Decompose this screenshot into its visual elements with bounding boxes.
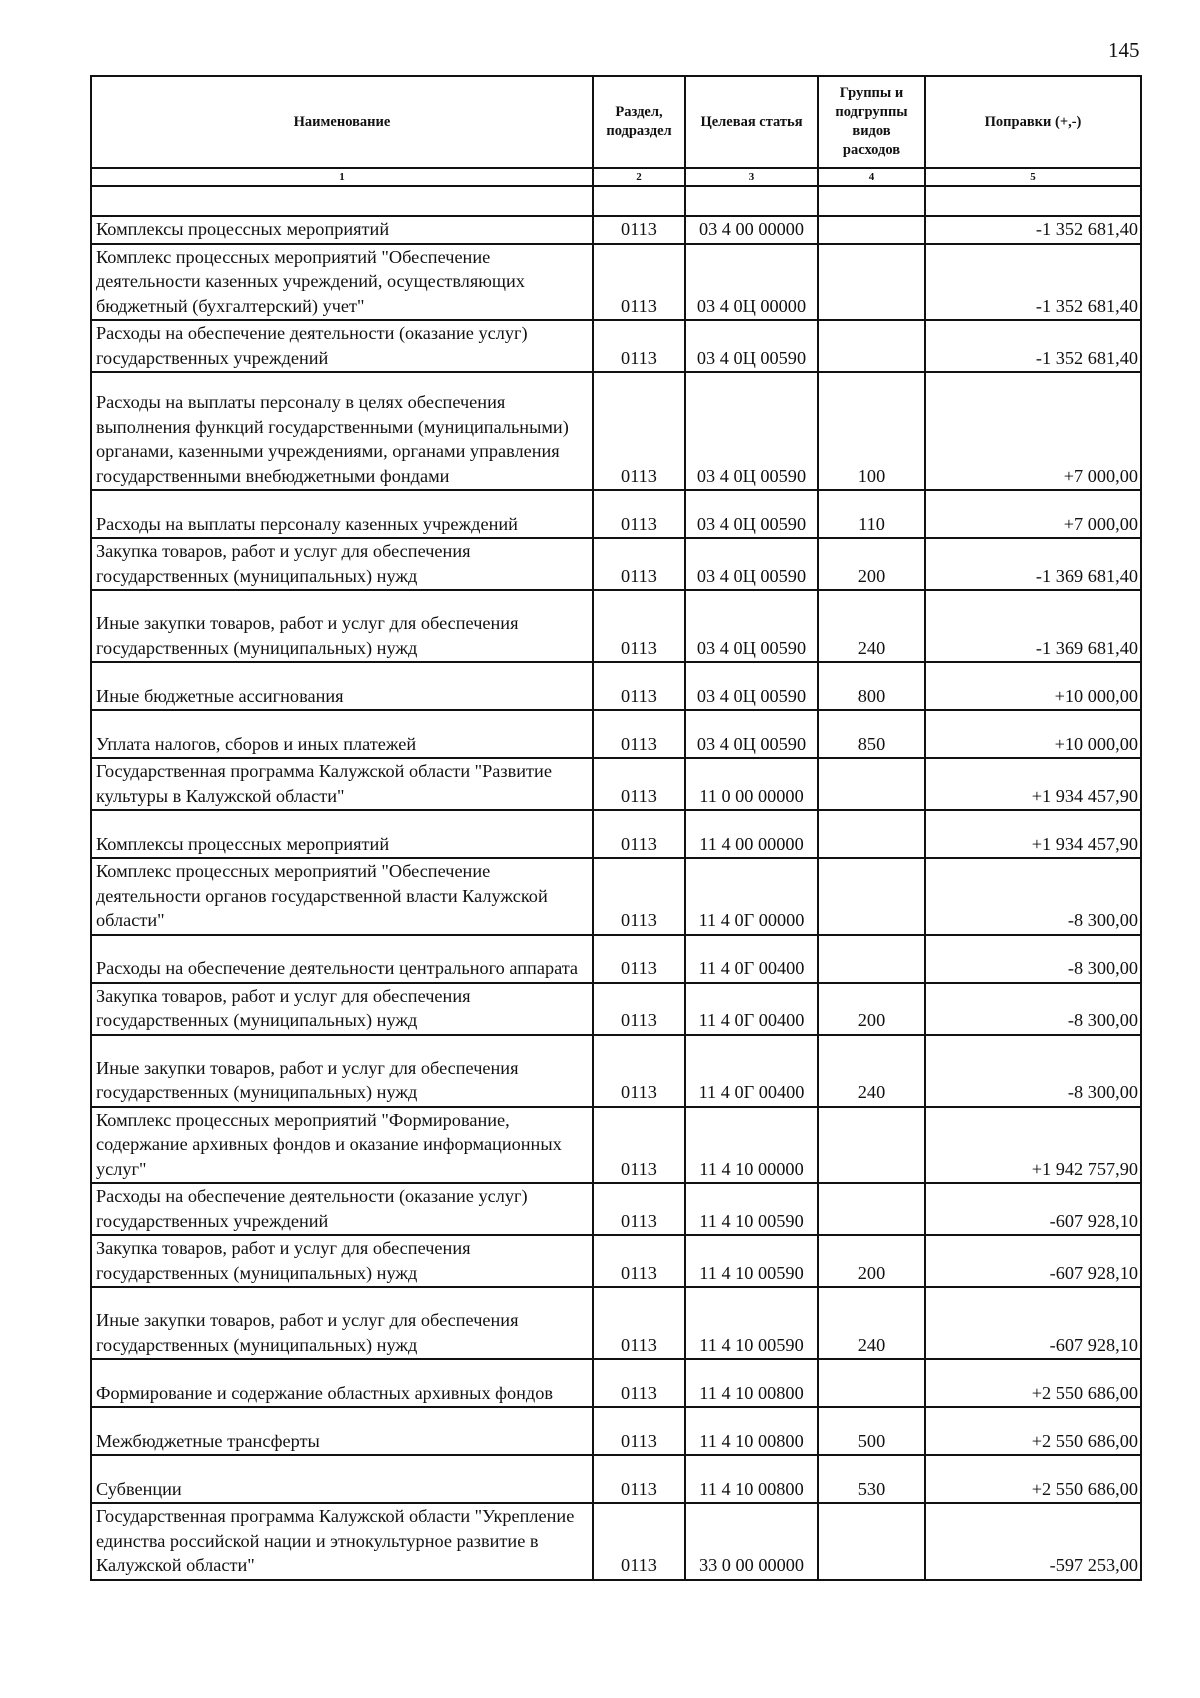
row-target: 11 4 10 00590 xyxy=(685,1235,818,1287)
row-group: 500 xyxy=(818,1407,925,1455)
table-row xyxy=(91,372,1141,490)
row-section: 0113 xyxy=(593,758,685,810)
budget-table xyxy=(90,75,1142,1581)
row-section: 0113 xyxy=(593,538,685,590)
table-row xyxy=(91,590,1141,662)
row-name: Расходы на обеспечение деятельности (оказание услуг) государственных учреждений xyxy=(91,320,593,372)
row-amount: +10 000,00 xyxy=(925,710,1141,758)
row-target: 11 4 0Г 00400 xyxy=(685,935,818,983)
row-name: Комплекс процессных мероприятий "Обеспечение деятельности казенных учреждений, осуществляющих бюджетный (бухгалтерский) учет" xyxy=(91,244,593,321)
row-amount: +7 000,00 xyxy=(925,372,1141,490)
row-section: 0113 xyxy=(593,1407,685,1455)
row-section: 0113 xyxy=(593,1107,685,1184)
row-group: 110 xyxy=(818,490,925,538)
table-row xyxy=(91,216,1141,244)
row-amount: -607 928,10 xyxy=(925,1183,1141,1235)
table-row xyxy=(91,1359,1141,1407)
row-amount: -8 300,00 xyxy=(925,983,1141,1035)
row-section: 0113 xyxy=(593,590,685,662)
row-section: 0113 xyxy=(593,244,685,321)
table-row xyxy=(91,1503,1141,1580)
row-target: 03 4 0Ц 00590 xyxy=(685,710,818,758)
row-target: 11 0 00 00000 xyxy=(685,758,818,810)
row-group xyxy=(818,320,925,372)
row-name: Государственная программа Калужской области "Развитие культуры в Калужской области" xyxy=(91,758,593,810)
row-name: Расходы на выплаты персоналу в целях обеспечения выполнения функций государственными (муниципальными) органами, казенными учреждениями, органами управления государственными внебюджетными фондами xyxy=(91,372,593,490)
spacer-cell xyxy=(818,186,925,216)
row-section: 0113 xyxy=(593,983,685,1035)
row-name: Уплата налогов, сборов и иных платежей xyxy=(91,710,593,758)
table-row xyxy=(91,1035,1141,1107)
row-amount: -8 300,00 xyxy=(925,935,1141,983)
row-section: 0113 xyxy=(593,858,685,935)
row-target: 03 4 0Ц 00590 xyxy=(685,590,818,662)
row-name: Субвенции xyxy=(91,1455,593,1503)
row-target: 03 4 0Ц 00590 xyxy=(685,320,818,372)
row-section: 0113 xyxy=(593,1035,685,1107)
row-section: 0113 xyxy=(593,710,685,758)
column-number: 4 xyxy=(818,168,925,186)
row-target: 11 4 0Г 00400 xyxy=(685,1035,818,1107)
row-section: 0113 xyxy=(593,1235,685,1287)
row-amount: +1 934 457,90 xyxy=(925,810,1141,858)
row-amount: +1 934 457,90 xyxy=(925,758,1141,810)
row-group: 200 xyxy=(818,538,925,590)
row-amount: -1 352 681,40 xyxy=(925,244,1141,321)
table-row xyxy=(91,935,1141,983)
table-row xyxy=(91,1287,1141,1359)
row-name: Закупка товаров, работ и услуг для обеспечения государственных (муниципальных) нужд xyxy=(91,983,593,1035)
row-target: 11 4 10 00800 xyxy=(685,1455,818,1503)
row-target: 03 4 0Ц 00590 xyxy=(685,372,818,490)
row-group: 240 xyxy=(818,1287,925,1359)
row-amount: +2 550 686,00 xyxy=(925,1455,1141,1503)
table-row xyxy=(91,983,1141,1035)
row-target: 11 4 10 00800 xyxy=(685,1407,818,1455)
row-name: Закупка товаров, работ и услуг для обеспечения государственных (муниципальных) нужд xyxy=(91,538,593,590)
table-row xyxy=(91,858,1141,935)
table-row xyxy=(91,244,1141,321)
row-amount: +2 550 686,00 xyxy=(925,1407,1141,1455)
row-name: Иные закупки товаров, работ и услуг для обеспечения государственных (муниципальных) нужд xyxy=(91,1287,593,1359)
row-group: 800 xyxy=(818,662,925,710)
row-section: 0113 xyxy=(593,1455,685,1503)
header-section: Раздел, подраздел xyxy=(593,76,685,168)
table-row xyxy=(91,320,1141,372)
row-section: 0113 xyxy=(593,662,685,710)
row-name: Иные закупки товаров, работ и услуг для обеспечения государственных (муниципальных) нужд xyxy=(91,1035,593,1107)
row-amount: +10 000,00 xyxy=(925,662,1141,710)
row-amount: -1 369 681,40 xyxy=(925,538,1141,590)
table-row xyxy=(91,710,1141,758)
row-group xyxy=(818,1183,925,1235)
row-amount: -1 352 681,40 xyxy=(925,320,1141,372)
header-groups: Группы и подгруппы видов расходов xyxy=(818,76,925,168)
row-name: Расходы на обеспечение деятельности центрального аппарата xyxy=(91,935,593,983)
table-row xyxy=(91,758,1141,810)
row-group xyxy=(818,810,925,858)
row-group: 850 xyxy=(818,710,925,758)
row-section: 0113 xyxy=(593,1183,685,1235)
row-name: Комплексы процессных мероприятий xyxy=(91,810,593,858)
header-target: Целевая статья xyxy=(685,76,818,168)
row-group xyxy=(818,758,925,810)
row-amount: -1 369 681,40 xyxy=(925,590,1141,662)
row-group: 530 xyxy=(818,1455,925,1503)
row-target: 11 4 0Г 00400 xyxy=(685,983,818,1035)
table-row xyxy=(91,1183,1141,1235)
row-target: 11 4 10 00590 xyxy=(685,1287,818,1359)
row-section: 0113 xyxy=(593,372,685,490)
row-section: 0113 xyxy=(593,216,685,244)
table-row xyxy=(91,1455,1141,1503)
row-name: Государственная программа Калужской области "Укрепление единства российской нации и этнокультурное развитие в Калужской области" xyxy=(91,1503,593,1580)
row-group xyxy=(818,1503,925,1580)
row-group: 240 xyxy=(818,590,925,662)
row-group: 200 xyxy=(818,1235,925,1287)
spacer-row xyxy=(91,186,1141,216)
header-row xyxy=(91,76,1141,168)
row-group xyxy=(818,935,925,983)
row-amount: -597 253,00 xyxy=(925,1503,1141,1580)
spacer-cell xyxy=(91,186,593,216)
row-name: Комплекс процессных мероприятий "Формирование, содержание архивных фондов и оказание информационных услуг" xyxy=(91,1107,593,1184)
row-amount: -607 928,10 xyxy=(925,1287,1141,1359)
spacer-cell xyxy=(925,186,1141,216)
column-number: 3 xyxy=(685,168,818,186)
row-name: Расходы на обеспечение деятельности (оказание услуг) государственных учреждений xyxy=(91,1183,593,1235)
row-target: 11 4 10 00800 xyxy=(685,1359,818,1407)
row-name: Межбюджетные трансферты xyxy=(91,1407,593,1455)
table-row xyxy=(91,1235,1141,1287)
row-amount: +2 550 686,00 xyxy=(925,1359,1141,1407)
spacer-cell xyxy=(685,186,818,216)
row-amount: -8 300,00 xyxy=(925,1035,1141,1107)
row-section: 0113 xyxy=(593,1503,685,1580)
row-target: 11 4 10 00590 xyxy=(685,1183,818,1235)
row-name: Иные закупки товаров, работ и услуг для обеспечения государственных (муниципальных) нужд xyxy=(91,590,593,662)
row-section: 0113 xyxy=(593,935,685,983)
row-group xyxy=(818,1359,925,1407)
row-target: 03 4 0Ц 00000 xyxy=(685,244,818,321)
column-number: 2 xyxy=(593,168,685,186)
row-name: Иные бюджетные ассигнования xyxy=(91,662,593,710)
row-group xyxy=(818,244,925,321)
page-number: 145 xyxy=(1108,38,1140,62)
header-name: Наименование xyxy=(91,76,593,168)
row-group xyxy=(818,858,925,935)
table-row xyxy=(91,810,1141,858)
row-target: 03 4 00 00000 xyxy=(685,216,818,244)
row-target: 03 4 0Ц 00590 xyxy=(685,538,818,590)
column-number-row xyxy=(91,168,1141,186)
row-section: 0113 xyxy=(593,320,685,372)
row-target: 03 4 0Ц 00590 xyxy=(685,662,818,710)
row-amount: -1 352 681,40 xyxy=(925,216,1141,244)
row-target: 11 4 10 00000 xyxy=(685,1107,818,1184)
row-amount: +1 942 757,90 xyxy=(925,1107,1141,1184)
row-name: Комплексы процессных мероприятий xyxy=(91,216,593,244)
row-name: Закупка товаров, работ и услуг для обеспечения государственных (муниципальных) нужд xyxy=(91,1235,593,1287)
row-group: 240 xyxy=(818,1035,925,1107)
column-number: 1 xyxy=(91,168,593,186)
row-section: 0113 xyxy=(593,490,685,538)
row-amount: +7 000,00 xyxy=(925,490,1141,538)
row-section: 0113 xyxy=(593,1287,685,1359)
row-target: 03 4 0Ц 00590 xyxy=(685,490,818,538)
row-amount: -8 300,00 xyxy=(925,858,1141,935)
row-group: 200 xyxy=(818,983,925,1035)
row-section: 0113 xyxy=(593,810,685,858)
row-target: 11 4 00 00000 xyxy=(685,810,818,858)
row-target: 33 0 00 00000 xyxy=(685,1503,818,1580)
row-name: Комплекс процессных мероприятий "Обеспечение деятельности органов государственной власти Калужской области" xyxy=(91,858,593,935)
row-group: 100 xyxy=(818,372,925,490)
column-number: 5 xyxy=(925,168,1141,186)
row-name: Расходы на выплаты персоналу казенных учреждений xyxy=(91,490,593,538)
table-row xyxy=(91,490,1141,538)
table-row xyxy=(91,662,1141,710)
row-group xyxy=(818,1107,925,1184)
row-group xyxy=(818,216,925,244)
table-row xyxy=(91,538,1141,590)
table-row xyxy=(91,1107,1141,1184)
row-amount: -607 928,10 xyxy=(925,1235,1141,1287)
table-row xyxy=(91,1407,1141,1455)
row-target: 11 4 0Г 00000 xyxy=(685,858,818,935)
spacer-cell xyxy=(593,186,685,216)
header-amendments: Поправки (+,-) xyxy=(925,76,1141,168)
row-name: Формирование и содержание областных архивных фондов xyxy=(91,1359,593,1407)
row-section: 0113 xyxy=(593,1359,685,1407)
